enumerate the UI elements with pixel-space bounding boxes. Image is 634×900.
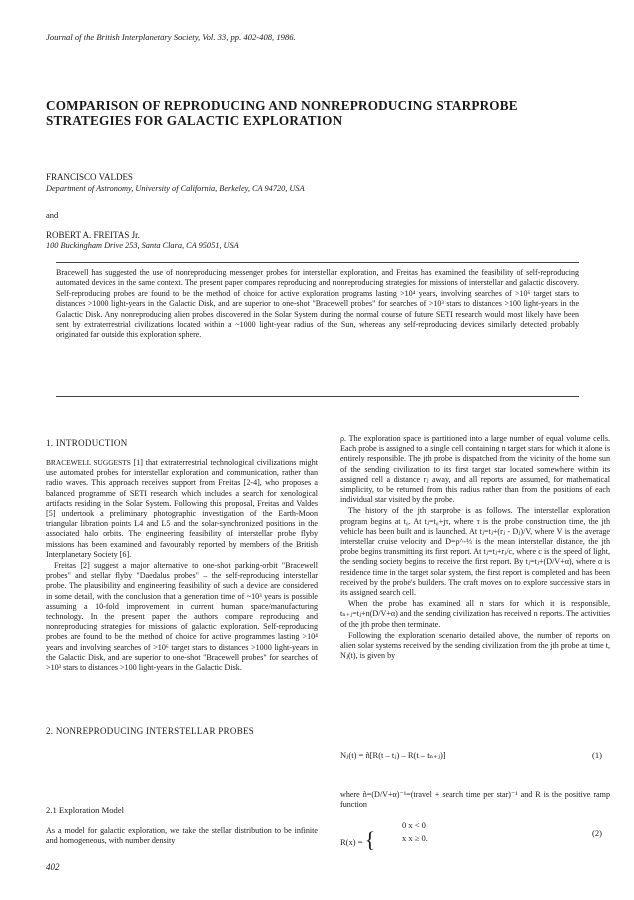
right-column-continued [340, 790, 610, 811]
left-column-intro [46, 458, 318, 674]
equation-number: (2) [592, 828, 602, 838]
author-affiliation: 100 Buckingham Drive 253, Santa Clara, CA 95051, USA [46, 241, 239, 250]
equation-2 [340, 827, 376, 856]
author-separator: and [46, 210, 59, 220]
journal-citation: Journal of the British Interplanetary Society, Vol. 33, pp. 402-408, 1986. [46, 32, 296, 42]
section-heading: 1. INTRODUCTION [46, 438, 128, 448]
section-heading: 2. NONREPRODUCING INTERSTELLAR PROBES [46, 726, 255, 736]
body-paragraph: Following the exploration scenario detailed above, the number of reports on alien solar systems received by the sending civilization from the jth probe at time t, Nⱼ(t), is given by [340, 630, 610, 661]
intro-paragraph: Freitas [2] suggest a major alternative to one-shot parking-orbit "Bracewell probes" and stellar flyby "Daedalus probes" – the self-reproducing interstellar probe. The plausibility and engineering feasibility of such a device are considered in some detail, with the conclusion that a generation time of ~10³ years is possible assuming a 10-fold improvement in current human space/manufacturing technology. In the present paper the authors compare reproducing and nonreproducing strategies for missions of galactic exploration. Self-reproducing probes are found to be the method of choice for active programmes lasting >10⁴ years and involving searches of >10⁶ target stars to distances >1000 light-years in the Galactic Disk, and are superior to one-shot "Bracewell probes" for searches of >10³ stars to distances >100 light-years in the Galactic Disk. [46, 561, 318, 673]
body-paragraph: where ñ=(D/V+α)⁻¹=(travel + search time per star)⁻¹ and R is the positive ramp function [340, 790, 610, 810]
author-affiliation: Department of Astronomy, University of California, Berkeley, CA 94720, USA [46, 184, 305, 193]
paper-title: COMPARISON OF REPRODUCING AND NONREPRODUCING STARPROBE STRATEGIES FOR GALACTIC EXPLORATION [46, 98, 518, 128]
subsection-heading: 2.1 Exploration Model [46, 805, 125, 815]
equation-lhs: R(x) = [340, 836, 363, 847]
body-paragraph: The history of the jth starprobe is as follows. The interstellar exploration program begins at t₀. At tⱼ=t₀+jτ, where τ is the probe construction time, the jth vehicle has been built and is launched. At tⱼ=tⱼ+(rⱼ - Dⱼ)/V, where V is the average interstellar cruise velocity and D=ρ^-⅓ is the mean interstellar distance, the jth probe begins transmitting its first report. At tⱼ=tⱼ+rⱼ/c, where c is the speed of light, the sending society begins to receive the first report. By tⱼ=tⱼ+(D/V+α), where α is residence time in the target solar system, the first report is completed and has been received by the probe's builders. The craft moves on to explore successive stars in its assigned search cell. [340, 506, 610, 598]
body-paragraph: As a model for galactic exploration, we take the stellar distribution to be infinite and homogeneous, with number density [46, 826, 318, 846]
page-number: 402 [46, 862, 60, 872]
abstract: Bracewell has suggested the use of nonreproducing messenger probes for interstellar exploration, and Freitas has examined the feasibility of self-reproducing automated devices in the same context. The present paper compares reproducing and nonreproducing strategies for missions of interstellar and galactic discovery. Self-reproducing probes are found to be the method of choice for active exploration programs lasting >10⁴ years, involving searches of >10⁶ target stars to distances >1000 light-years in the Galactic Disk, and are superior to one-shot "Bracewell probes" for searches of >10³ stars to distances >100 light-years in the Galactic Disk. Any nonreproducing alien probes discovered in the Solar System during the normal course of future SETI research would most likely have been sent by extraterrestrial civilizations located within a ~1000 light-year radius of the Sun, whereas any self-reproducing devices similarly detected probably originated far outside this exploration sphere. [56, 268, 579, 340]
equation-case: 0 x < 0 [402, 820, 426, 830]
author-name: FRANCISCO VALDES [46, 172, 133, 182]
abstract-top-rule [56, 262, 579, 263]
equation-case: x x ≥ 0. [402, 833, 428, 843]
brace-symbol: { [364, 827, 376, 852]
right-column [340, 434, 610, 662]
abstract-bottom-rule [56, 396, 579, 397]
equation-1: Nⱼ(t) = ñ[R(t – tⱼ) – R(t – tₙ₊ⱼ)] [340, 750, 446, 760]
body-paragraph: ρ. The exploration space is partitioned into a large number of equal volume cells. Each probe is assigned to a single cell containing n target stars for which it alone is entirely responsible. The jth probe is dispatched from the vicinity of the home sun of the sending civilization to its first target star located somewhere within its assigned cell a distance rⱼ away, and all reports are assumed, for mathematical simplicity, to be returned from this radius rather than from the positions of each individual star visited by the probe. [340, 434, 610, 505]
left-column-model [46, 826, 318, 847]
intro-lead-in: BRACEWELL SUGGESTS [46, 458, 131, 467]
intro-paragraph: BRACEWELL SUGGESTS [1] that extraterrestrial technological civilizations might use automated probes for interstellar exploration and communication, rather than radio waves. This approach receives support from Freitas [2-4], who proposes a balanced programme of SETI research which includes a search for xenological artifacts residing in the Solar System. Following this proposal, Freitas and Valdes [5] undertook a preliminary photographic investigation of the Earth-Moon triangular libration points L4 and L5 and the solar-synchronized positions in the associated halo orbits. The engineering feasibility of interstellar probe flyby missions has been examined and favourably reported by members of the British Interplanetary Society [6]. [46, 458, 318, 559]
body-paragraph: When the probe has examined all n stars for which it is responsible, tₙ₊ⱼ=tⱼ+n(D/V+α) and the sending civilization has received n reports. The activities of the jth probe then terminate. [340, 599, 610, 629]
equation-number: (1) [592, 750, 602, 760]
author-name: ROBERT A. FREITAS Jr. [46, 230, 140, 240]
